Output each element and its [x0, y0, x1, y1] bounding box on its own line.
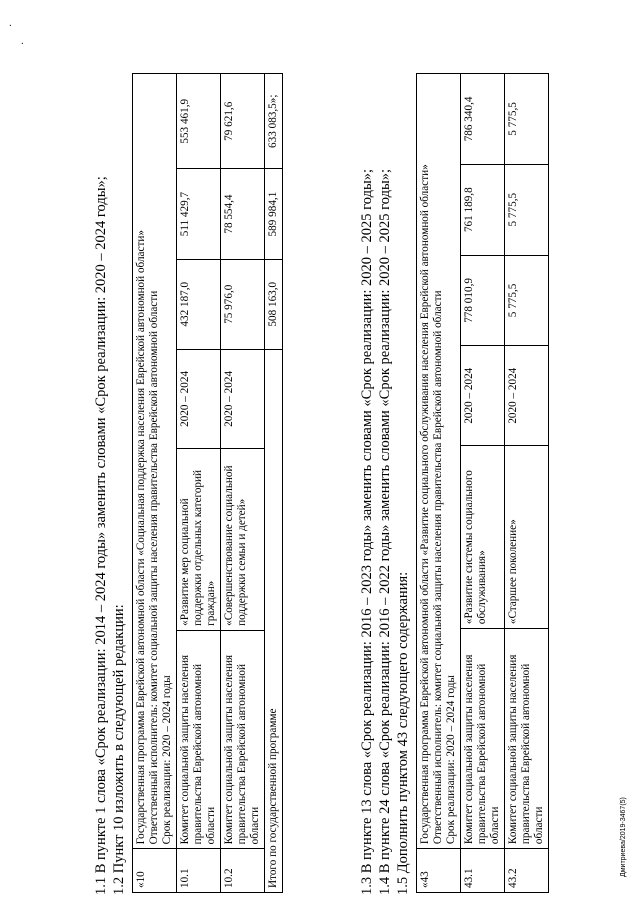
program-executor: Ответственный исполнитель: комитет социальной защиты населения правительства Еврейской автономной области — [148, 290, 160, 845]
paragraph-1-4: 1.4 В пункте 24 слова «Срок реализации: 2016 – 2022 годы» заменить словами «Срок реализации: 2020 – 2025 годы»; — [377, 169, 393, 895]
executor-cell: Комитет социальной защиты населения правительства Еврейской автономной области — [505, 629, 549, 849]
table-header-row — [133, 74, 177, 893]
table-row — [505, 74, 549, 893]
paragraph-1-5: 1.5 Дополнить пунктом 43 следующего содержания: — [395, 571, 411, 895]
table-total-row — [265, 74, 283, 893]
table-program-10 — [132, 73, 283, 893]
value-cell: 78 554,4 — [221, 169, 265, 259]
row-number: 43.2 — [505, 849, 549, 893]
executor-cell: Комитет социальной защиты населения правительства Еврейской автономной области — [461, 629, 505, 849]
value-cell: 778 010,9 — [461, 255, 505, 346]
period-cell: 2020 – 2024 — [505, 346, 549, 446]
value-cell: 75 976,0 — [221, 259, 265, 349]
program-period: Срок реализации: 2020 – 2024 годы — [445, 675, 457, 845]
subprogram-cell: «Развитие системы социального обслуживания» — [461, 446, 505, 629]
subprogram-cell: «Развитие мер социальной поддержки отдельных категорий граждан» — [177, 449, 221, 631]
value-cell: 5 775,5 — [505, 255, 549, 346]
program-title: Государственная программа Еврейской автономной области «Развитие социального обслуживания населения Еврейской автономной области» — [419, 164, 431, 845]
scan-mark: · — [18, 41, 29, 45]
table-row — [461, 74, 505, 893]
value-cell: 761 189,8 — [461, 164, 505, 255]
period-cell: 2020 – 2024 — [177, 349, 221, 448]
row-number: 10.1 — [177, 849, 221, 893]
paragraph-1-2: 1.2 Пункт 10 изложить в следующей редакции: — [111, 604, 127, 895]
value-cell: 432 187,0 — [177, 259, 221, 349]
program-executor: Ответственный исполнитель: комитет социальной защиты населения правительства Еврейской автономной области — [432, 290, 444, 845]
row-number: «10 — [133, 849, 177, 893]
total-value: 508 163,0 — [265, 259, 283, 349]
period-cell: 2020 – 2024 — [461, 346, 505, 446]
executor-cell: Комитет социальной защиты населения правительства Еврейской автономной области — [221, 630, 265, 849]
executor-cell: Комитет социальной защиты населения правительства Еврейской автономной области — [177, 630, 221, 849]
subprogram-cell: «Старшее поколение» — [505, 446, 549, 629]
value-cell: 786 340,4 — [461, 74, 505, 165]
table-row — [177, 74, 221, 893]
total-value: 589 984,1 — [265, 169, 283, 259]
row-number: 43.1 — [461, 849, 505, 893]
program-title: Государственная программа Еврейской автономной области «Социальная поддержка населения Еврейской автономной области» — [135, 230, 147, 845]
row-number: «43 — [417, 849, 461, 893]
period-cell: 2020 – 2024 — [221, 349, 265, 448]
value-cell: 553 461,9 — [177, 74, 221, 169]
value-cell: 5 775,5 — [505, 74, 549, 165]
document-footer-code: Дмитриева/2019-3467(5) — [620, 797, 627, 877]
paragraph-1-3: 1.3 В пункте 13 слова «Срок реализации: 2016 – 2023 годы» заменить словами «Срок реализации: 2020 – 2025 годы»; — [359, 169, 375, 895]
value-cell: 5 775,5 — [505, 164, 549, 255]
subprogram-cell: «Совершенствование социальной поддержки семьи и детей» — [221, 449, 265, 631]
program-header — [417, 74, 461, 849]
total-value: 633 083,5»; — [265, 74, 283, 169]
program-header — [133, 74, 177, 849]
scan-mark: · — [6, 23, 17, 27]
table-header-row — [417, 74, 461, 893]
value-cell: 79 621,6 — [221, 74, 265, 169]
table-row — [221, 74, 265, 893]
total-label: Итого по государственной программе — [265, 349, 283, 892]
value-cell: 511 429,7 — [177, 169, 221, 259]
row-number: 10.2 — [221, 849, 265, 893]
table-program-43 — [416, 73, 549, 893]
program-period: Срок реализации: 2020 – 2024 годы — [161, 675, 173, 845]
paragraph-1-1: 1.1 В пункте 1 слова «Срок реализации: 2014 – 2024 годы» заменить словами «Срок реализации: 2020 – 2024 годы»; — [93, 176, 109, 895]
